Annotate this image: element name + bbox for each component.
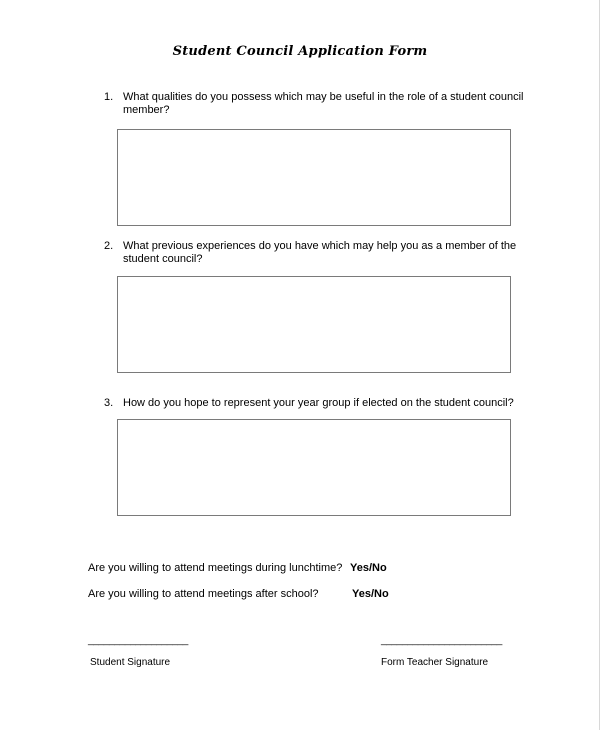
form-title: Student Council Application Form: [172, 44, 428, 59]
meeting-after-school-answer[interactable]: Yes/No: [352, 588, 389, 600]
meeting-lunchtime-question: Are you willing to attend meetings during lunchtime?: [88, 562, 343, 574]
student-signature-label: Student Signature: [90, 657, 171, 668]
question-2-text: What previous experiences do you have which may help you as a member of the student council?: [123, 240, 517, 265]
question-2: [104, 240, 534, 266]
question-3-number: 3.: [104, 397, 114, 409]
question-3: [104, 397, 534, 410]
question-1-number: 1.: [104, 91, 114, 103]
form-teacher-signature-label: Form Teacher Signature: [381, 657, 489, 668]
student-signature-line[interactable]: ___________________: [88, 635, 188, 646]
answer-box-2[interactable]: [117, 276, 511, 373]
meeting-lunchtime-answer[interactable]: Yes/No: [350, 562, 387, 574]
answer-box-1[interactable]: [117, 129, 511, 226]
question-1-text: What qualities do you possess which may be useful in the role of a student council member?: [123, 91, 524, 116]
meeting-after-school-question: Are you willing to attend meetings after school?: [88, 588, 319, 600]
question-2-number: 2.: [104, 240, 114, 252]
answer-box-3[interactable]: [117, 419, 511, 516]
form-teacher-signature-line[interactable]: _______________________: [381, 635, 503, 646]
question-3-text: How do you hope to represent your year group if elected on the student council?: [123, 397, 514, 409]
question-1: [104, 91, 534, 117]
